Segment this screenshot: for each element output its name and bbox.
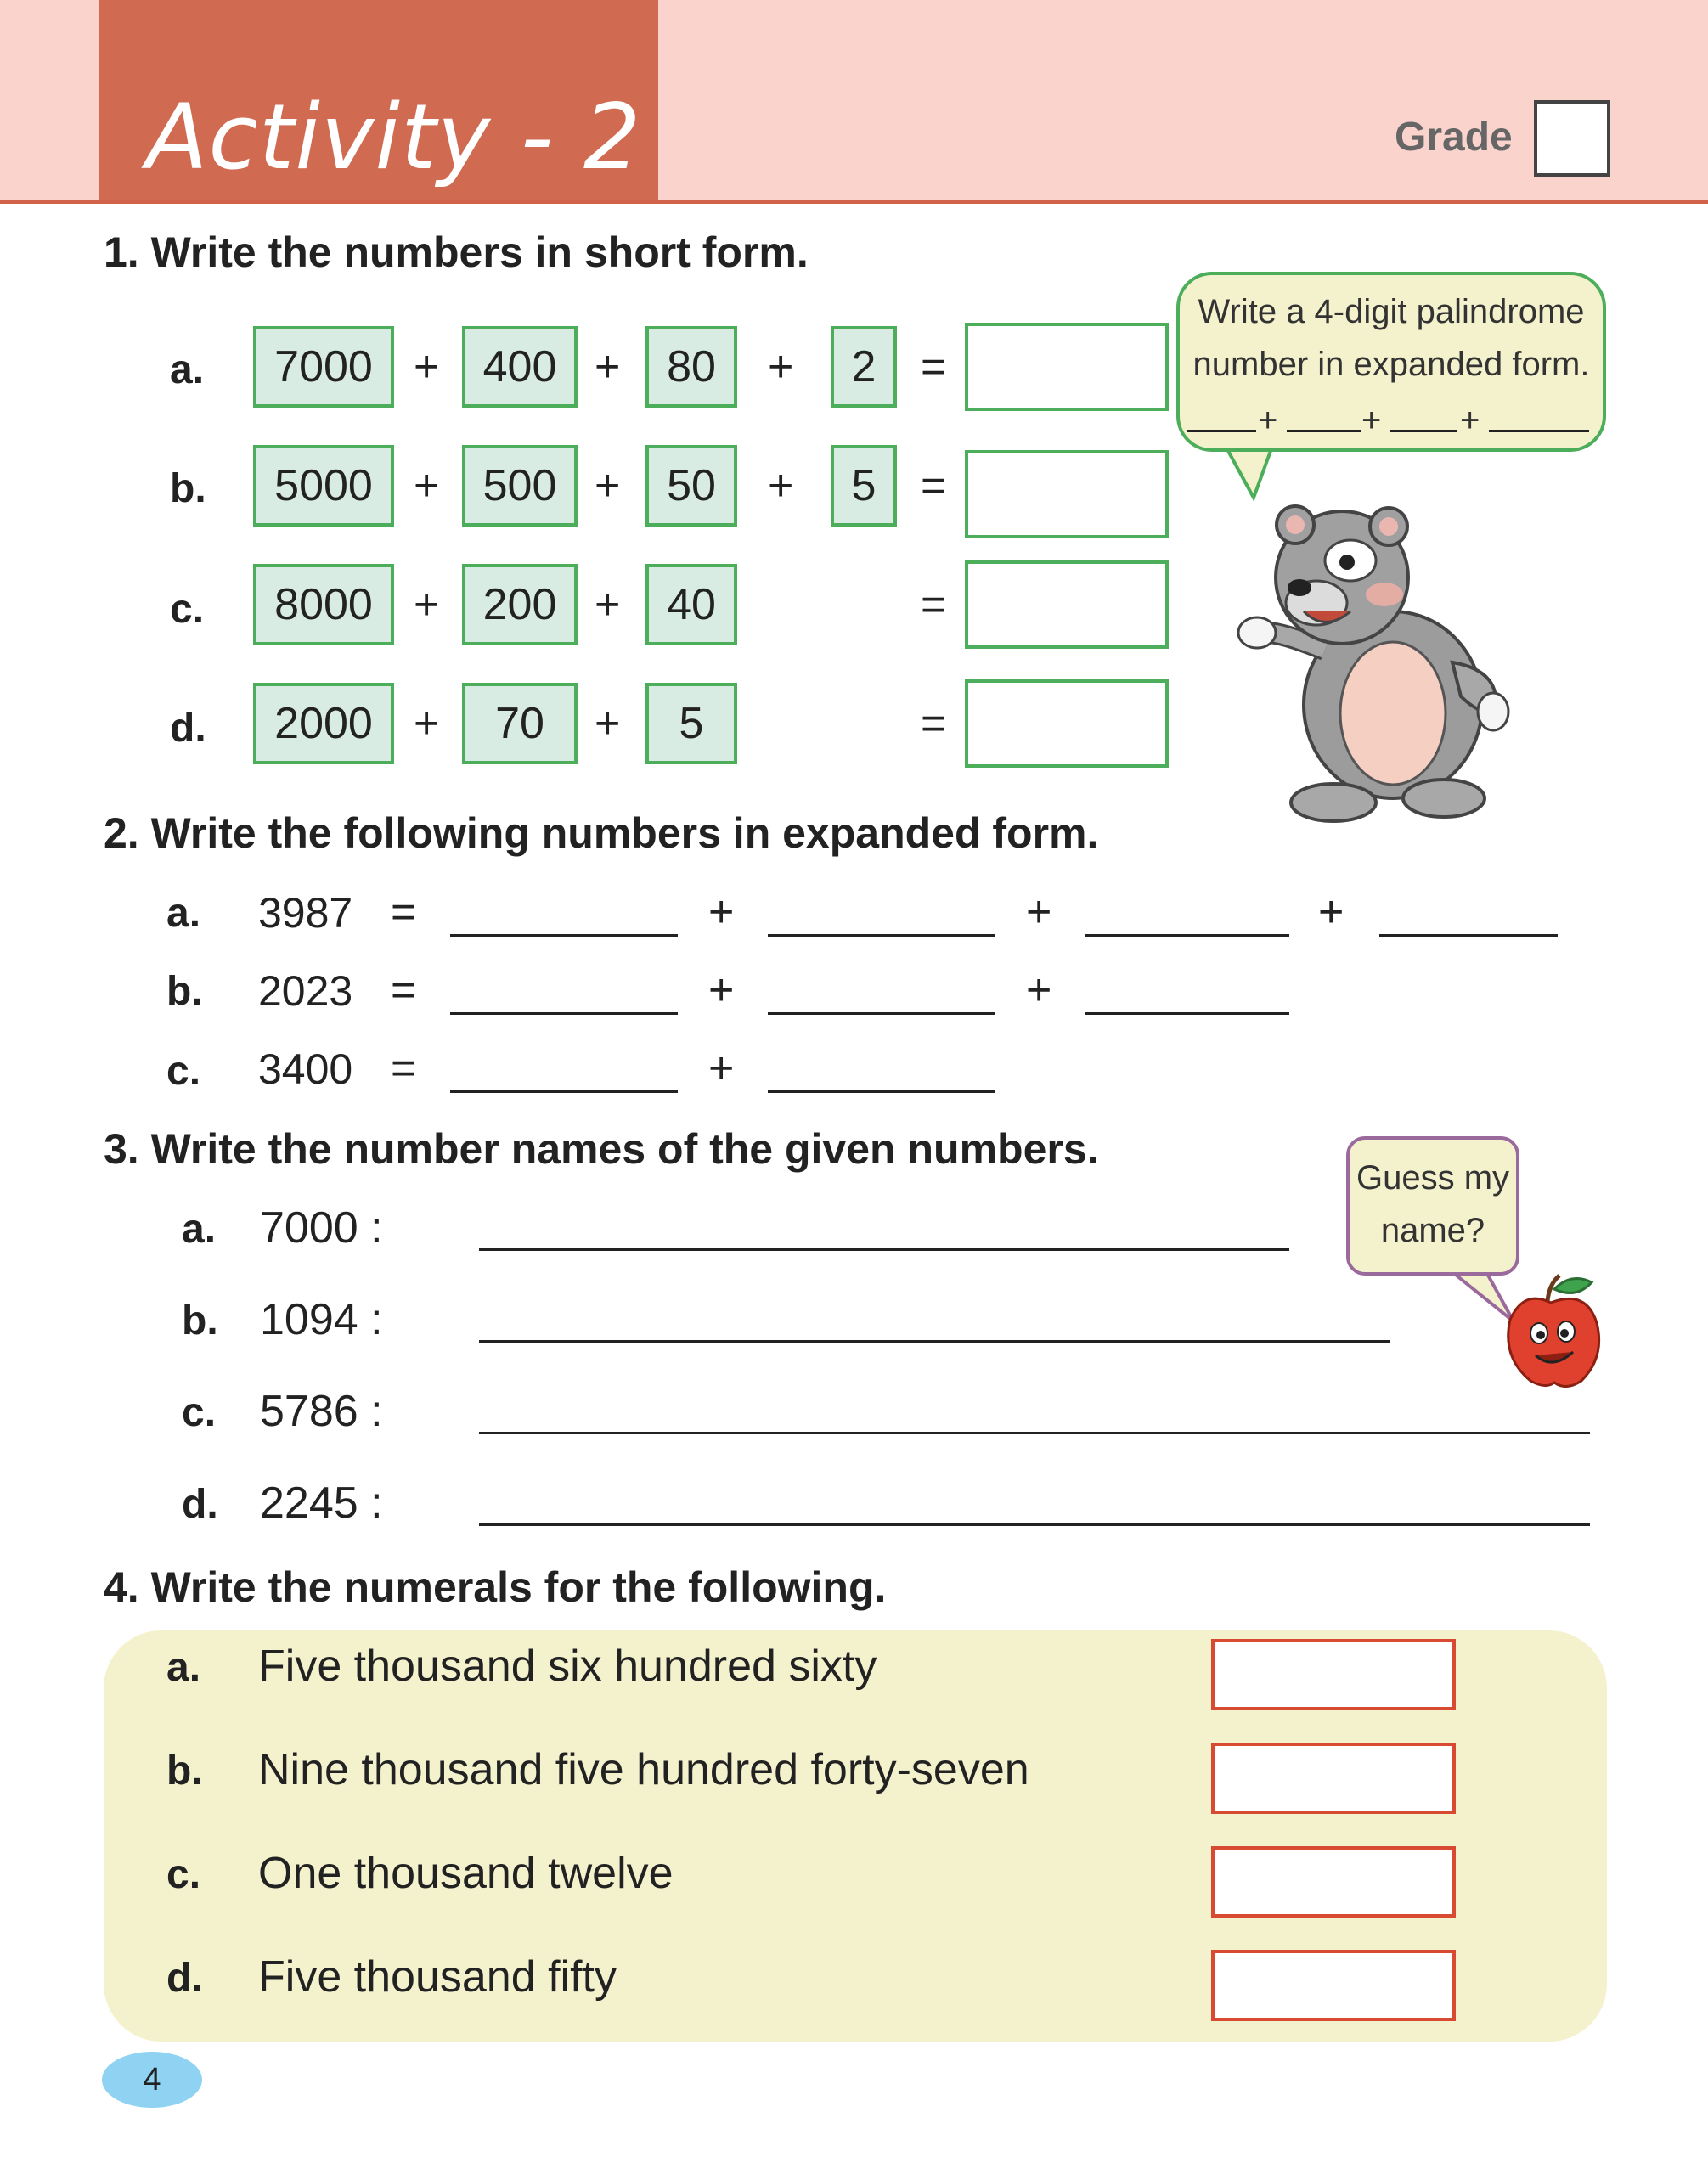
q1-d-term-1: 2000 <box>253 683 394 764</box>
q1-a-plus-2: + <box>595 342 621 391</box>
q1-c-answer-box[interactable] <box>965 560 1169 649</box>
q1-letter-b: b. <box>170 466 206 511</box>
q3-heading: 3. Write the number names of the given numbers. <box>104 1125 1099 1173</box>
q1-d-answer-box[interactable] <box>965 679 1169 768</box>
q3-d-answer-line[interactable] <box>479 1523 1590 1526</box>
q4-a-text: Five thousand six hundred sixty <box>258 1642 877 1691</box>
grade-label: Grade <box>1395 115 1513 160</box>
apple-illustration <box>1498 1264 1617 1391</box>
q2-b-blank-1[interactable] <box>450 1012 678 1015</box>
q1-letter-d: d. <box>170 706 206 751</box>
q2-c-blank-2[interactable] <box>768 1090 995 1093</box>
q3-c-answer-line[interactable] <box>479 1432 1590 1434</box>
q2-a-blank-3[interactable] <box>1085 934 1289 937</box>
q1-d-equals: = <box>921 699 947 748</box>
bubble1-blank-2[interactable] <box>1287 430 1361 432</box>
q2-a-number: 3987 <box>258 889 353 937</box>
q1-d-plus-2: + <box>595 699 621 748</box>
bubble1-plus-2: + <box>1361 402 1382 439</box>
bubble2-line2: name? <box>1380 1212 1485 1249</box>
q1-a-term-3: 80 <box>645 326 737 408</box>
bubble1-line2: number in expanded form. <box>1192 346 1590 383</box>
q4-d-answer-box[interactable] <box>1211 1950 1456 2021</box>
q1-b-answer-box[interactable] <box>965 450 1169 538</box>
q1-a-equals: = <box>921 342 947 391</box>
q1-a-term-4: 2 <box>831 326 897 408</box>
q4-c-answer-box[interactable] <box>1211 1846 1456 1918</box>
q1-c-plus-2: + <box>595 580 621 629</box>
q1-b-equals: = <box>921 461 947 510</box>
palindrome-speech-bubble <box>1176 272 1606 452</box>
q1-a-answer-box[interactable] <box>965 323 1169 411</box>
q3-letter-d: d. <box>182 1482 218 1527</box>
q2-c-plus-1: + <box>708 1044 735 1093</box>
q1-c-term-1: 8000 <box>253 564 394 645</box>
q1-b-plus-1: + <box>414 461 440 510</box>
q1-a-term-1: 7000 <box>253 326 394 408</box>
bubble1-blanks <box>1180 391 1603 443</box>
q2-letter-c: c. <box>166 1049 201 1094</box>
q2-a-equals: = <box>391 887 417 937</box>
q2-c-equals: = <box>391 1044 417 1093</box>
q1-c-term-2: 200 <box>462 564 578 645</box>
q1-c-plus-1: + <box>414 580 440 629</box>
q4-d-text: Five thousand fifty <box>258 1952 617 2002</box>
q4-b-answer-box[interactable] <box>1211 1743 1456 1814</box>
bubble1-blank-1[interactable] <box>1187 430 1256 432</box>
bubble1-blank-3[interactable] <box>1390 430 1457 432</box>
q4-letter-d: d. <box>166 1956 203 2001</box>
q3-a-answer-line[interactable] <box>479 1248 1289 1251</box>
grade-box[interactable] <box>1534 100 1610 177</box>
q2-b-blank-2[interactable] <box>768 1012 995 1015</box>
q4-b-text: Nine thousand five hundred forty-seven <box>258 1745 1029 1794</box>
bubble1-plus-1: + <box>1258 402 1278 439</box>
q1-d-term-3: 5 <box>645 683 737 764</box>
page-title: Activity - 2 <box>146 85 642 189</box>
q2-a-plus-2: + <box>1026 887 1052 937</box>
q2-heading: 2. Write the following numbers in expanded form. <box>104 809 1099 857</box>
q2-b-plus-1: + <box>708 966 735 1015</box>
q1-b-term-1: 5000 <box>253 445 394 527</box>
q3-letter-a: a. <box>182 1207 217 1252</box>
q1-b-term-2: 500 <box>462 445 578 527</box>
q1-b-plus-3: + <box>768 461 794 510</box>
q1-heading: 1. Write the numbers in short form. <box>104 228 809 276</box>
q3-b-answer-line[interactable] <box>479 1340 1390 1343</box>
q2-b-equals: = <box>391 966 417 1015</box>
q1-a-plus-1: + <box>414 342 440 391</box>
q2-c-number: 3400 <box>258 1045 353 1093</box>
q2-a-blank-2[interactable] <box>768 934 995 937</box>
q1-c-term-3: 40 <box>645 564 737 645</box>
q2-b-number: 2023 <box>258 967 353 1015</box>
q1-b-term-4: 5 <box>831 445 897 527</box>
q1-c-equals: = <box>921 580 947 629</box>
q3-letter-c: c. <box>182 1390 217 1435</box>
q1-letter-a: a. <box>170 347 205 392</box>
q2-letter-a: a. <box>166 891 201 936</box>
bubble1-line1: Write a 4-digit palindrome <box>1198 293 1585 330</box>
q2-a-blank-4[interactable] <box>1379 934 1558 937</box>
q4-a-answer-box[interactable] <box>1211 1639 1456 1710</box>
q3-c-number: 5786 : <box>260 1387 383 1436</box>
q4-letter-c: c. <box>166 1852 201 1897</box>
q1-b-plus-2: + <box>595 461 621 510</box>
q2-a-plus-1: + <box>708 887 735 937</box>
page-number-badge: 4 <box>102 2052 202 2108</box>
q1-a-plus-3: + <box>768 342 794 391</box>
q2-a-plus-3: + <box>1318 887 1344 937</box>
q3-a-number: 7000 : <box>260 1203 383 1253</box>
q1-a-term-2: 400 <box>462 326 578 408</box>
q4-letter-b: b. <box>166 1749 203 1794</box>
bubble1-blank-4[interactable] <box>1489 430 1589 432</box>
guess-speech-bubble <box>1346 1136 1519 1276</box>
bubble2-line1: Guess my <box>1356 1159 1510 1197</box>
q4-letter-a: a. <box>166 1645 201 1690</box>
q4-heading: 4. Write the numerals for the following. <box>104 1563 887 1611</box>
q1-d-term-2: 70 <box>462 683 578 764</box>
q2-b-plus-2: + <box>1026 966 1052 1015</box>
q3-b-number: 1094 : <box>260 1295 383 1344</box>
bear-illustration <box>1223 484 1529 824</box>
q2-c-blank-1[interactable] <box>450 1090 678 1093</box>
bubble1-plus-3: + <box>1460 402 1480 439</box>
q3-d-number: 2245 : <box>260 1478 383 1528</box>
q1-d-plus-1: + <box>414 699 440 748</box>
q3-letter-b: b. <box>182 1298 218 1343</box>
q1-b-term-3: 50 <box>645 445 737 527</box>
q4-c-text: One thousand twelve <box>258 1849 674 1898</box>
q2-a-blank-1[interactable] <box>450 934 678 937</box>
q1-letter-c: c. <box>170 587 205 632</box>
q2-b-blank-3[interactable] <box>1085 1012 1289 1015</box>
q2-letter-b: b. <box>166 969 203 1014</box>
